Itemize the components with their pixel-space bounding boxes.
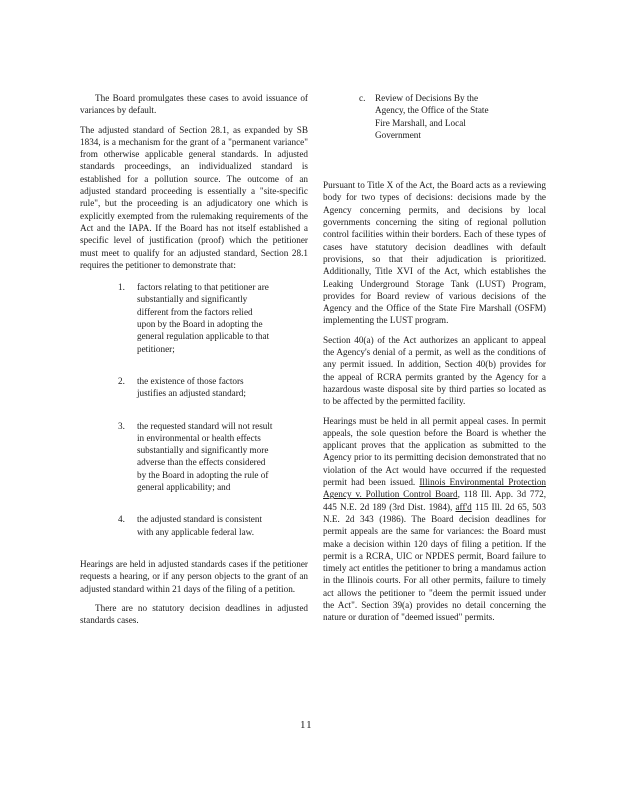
case-citation: Illinois Environmental Protection Agency v. Pollution Control Board	[323, 477, 547, 500]
list-item-number: 1.	[118, 282, 125, 293]
right-paragraph-1: Pursuant to Title X of the Act, the Board acts as a reviewing body for two types of decisions: decisions made by the Agency concerning permits, and decisions by local governments concerning the siting of regional pollution control facilities within their borders. Each of these types of cases have statutory decision deadlines with default provisions, so that their adjudication is prioritized. Additionally, Title XVI of the Act, which establishes the Leaking Underground Storage Tank (LUST) Program, provides for Board review of various decisions of the Agency and the Office of the State Fire Marshall (OSFM) implementing the LUST program.	[323, 180, 546, 326]
section-heading	[323, 92, 495, 141]
list-item-text: factors relating to that petitioner are substantially and significantly different from the factors relied upon by the Board in adopting the general regulation applicable to that petitioner;	[137, 282, 270, 354]
list-item-number: 3.	[118, 420, 125, 431]
list-item-text: the adjusted standard is consistent with any applicable federal law.	[137, 514, 263, 537]
list-item-number: 4.	[118, 514, 125, 525]
right-paragraph-3-text-c: 115 Ill. 2d 65, 503 N.E. 2d 343 (1986). The Board decision deadlines for permit appeals are the same for variances: the Board must make a decision within 120 days of filing a petition. If the permit is a RCRA, UIC or NPDES permit, Board failure to timely act entitles the petitioner to bring a mandamus action in the Illinois courts. For all other permits, failure to timely act allows the petitioner to "deem the permit issued under the Act". Section 39(a) provides no detail concerning the nature or duration of "deemed issued" permits.	[323, 501, 546, 623]
list-item	[80, 420, 273, 494]
left-column	[80, 92, 308, 626]
section-heading-letter: c.	[359, 93, 366, 103]
list-item-text: the requested standard will not result in environmental or health effects substantially and significantly more adverse than the effects considered by the Board in adopting the rule of general applicability; and	[137, 420, 273, 493]
left-paragraph-2: The adjusted standard of Section 28.1, as expanded by SB 1834, is a mechanism for the grant of a "permanent variance" from otherwise applicable general standards. In adjusted standards proceedings, an individualized standard is established for a pollution source. The outcome of an adjusted standard proceeding is essentially a "site-specific rule", but the proceeding is an adjudicatory one which is explicitly exempted from the rulemaking requirements of the Act and the IAPA. If the Board has not itself established a specific level of justification (proof) which the petitioner must meet to qualify for an adjusted standard, Section 28.1 requires the petitioner to demonstrate that:	[80, 124, 308, 270]
right-paragraph-3-text-b: , 118 Ill. App. 3d 772, 445 N.E. 2d 189 (3rd Dist. 1984),	[323, 489, 547, 512]
requirements-list	[80, 281, 308, 538]
right-paragraph-2: Section 40(a) of the Act authorizes an applicant to appeal the Agency's denial of a permit, as well as the conditions of any permit issued. In addition, Section 40(b) provides for the appeal of RCRA permits granted by the Agency for a hazardous waste disposal site by third parties so located as to be affected by the permitted facility.	[323, 334, 546, 407]
right-paragraph-3-text-a: Hearings must be held in all permit appeal cases. In permit appeals, the sole question before the Board is whether the applicant proves that the application as submitted to the Agency prior to its permitting decision demonstrated that no violation of the Act would have occurred if the requested permit had been issued.	[323, 415, 546, 488]
affd-citation: aff'd	[455, 501, 472, 512]
right-paragraph-3	[323, 415, 546, 624]
list-item-text: the existence of those factors justifies an adjusted standard;	[137, 375, 246, 399]
list-item	[80, 375, 273, 400]
left-paragraph-4: There are no statutory decision deadlines in adjusted standards cases.	[80, 602, 308, 626]
page-number: 11	[300, 719, 313, 731]
left-paragraph-1: The Board promulgates these cases to avoid issuance of variances by default.	[80, 93, 308, 116]
section-heading-text: Review of Decisions By the Agency, the Office of the State Fire Marshall, and Local Government	[375, 93, 489, 140]
list-item	[80, 281, 273, 355]
list-item-number: 2.	[118, 375, 125, 386]
list-item	[80, 513, 273, 538]
left-paragraph-3: Hearings are held in adjusted standards cases if the petitioner requests a hearing, or if any person objects to the grant of an adjusted standard within 21 days of the filing of a petition.	[80, 558, 308, 594]
right-column	[323, 92, 546, 624]
